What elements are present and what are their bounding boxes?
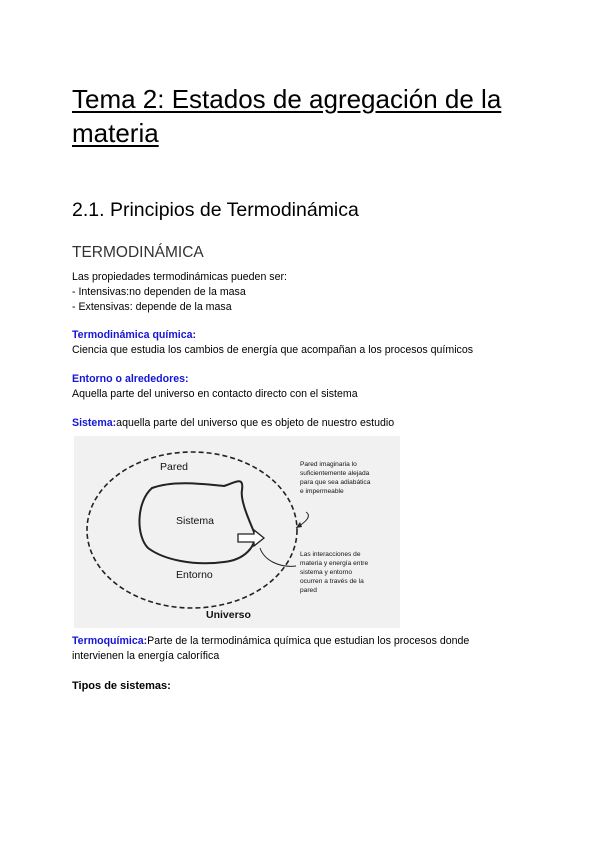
note2-line: pared [300, 587, 317, 594]
sistema-label: Sistema: [72, 417, 117, 429]
section-heading: 2.1. Principios de Termodinámica [72, 199, 359, 221]
exchange-arrow [238, 530, 264, 546]
note2-line: materia y energía entre [300, 560, 369, 567]
sistema-line [72, 416, 394, 431]
termoquimica-text-1: Parte de la termodinámica química que estudian los procesos donde [147, 635, 470, 647]
entorno-text: Aquella parte del universo en contacto directo con el sistema [72, 388, 358, 400]
label-universo: Universo [206, 609, 251, 621]
note1-line: e impermeable [300, 488, 344, 495]
system-diagram-svg [74, 436, 400, 628]
label-pared: Pared [160, 461, 189, 473]
page-title: Tema 2: Estados de agregación de la materia [72, 84, 502, 148]
sistema-text: aquella parte del universo que es objeto de nuestro estudio [116, 417, 395, 429]
entorno-label: Entorno o alrededores: [72, 373, 189, 385]
note-pared-imaginaria [300, 461, 371, 495]
note2-line: Las interacciones de [300, 551, 361, 558]
note2-line: ocurren a través de la [300, 578, 364, 585]
subsection-heading: TERMODINÁMICA [72, 244, 204, 261]
note1-line: suficientemente alejada [300, 470, 370, 477]
termo-quimica-label: Termodinámica química: [72, 329, 197, 341]
properties-item-intensivas: - Intensivas:no dependen de la masa [72, 286, 246, 298]
tipos-sistemas-heading: Tipos de sistemas: [72, 680, 171, 692]
note2-line: sistema y entorno [300, 569, 353, 576]
termoquimica-line-1 [72, 634, 469, 649]
properties-item-extensivas: - Extensivas: depende de la masa [72, 301, 232, 313]
note1-line: para que sea adiabática [300, 479, 371, 486]
termo-quimica-text: Ciencia que estudia los cambios de energía que acompañan a los procesos químicos [72, 344, 474, 356]
universe-boundary [87, 452, 297, 608]
label-entorno: Entorno [176, 569, 213, 581]
properties-intro: Las propiedades termodinámicas pueden ser: [72, 271, 287, 283]
termoquimica-label: Termoquímica: [72, 635, 148, 647]
termoquimica-text-2: intervienen la energía calorífica [72, 650, 220, 662]
note1-line: Pared imaginaria lo [300, 461, 357, 468]
system-diagram [74, 436, 400, 628]
label-sistema: Sistema [176, 515, 214, 527]
note-interacciones [300, 551, 369, 594]
